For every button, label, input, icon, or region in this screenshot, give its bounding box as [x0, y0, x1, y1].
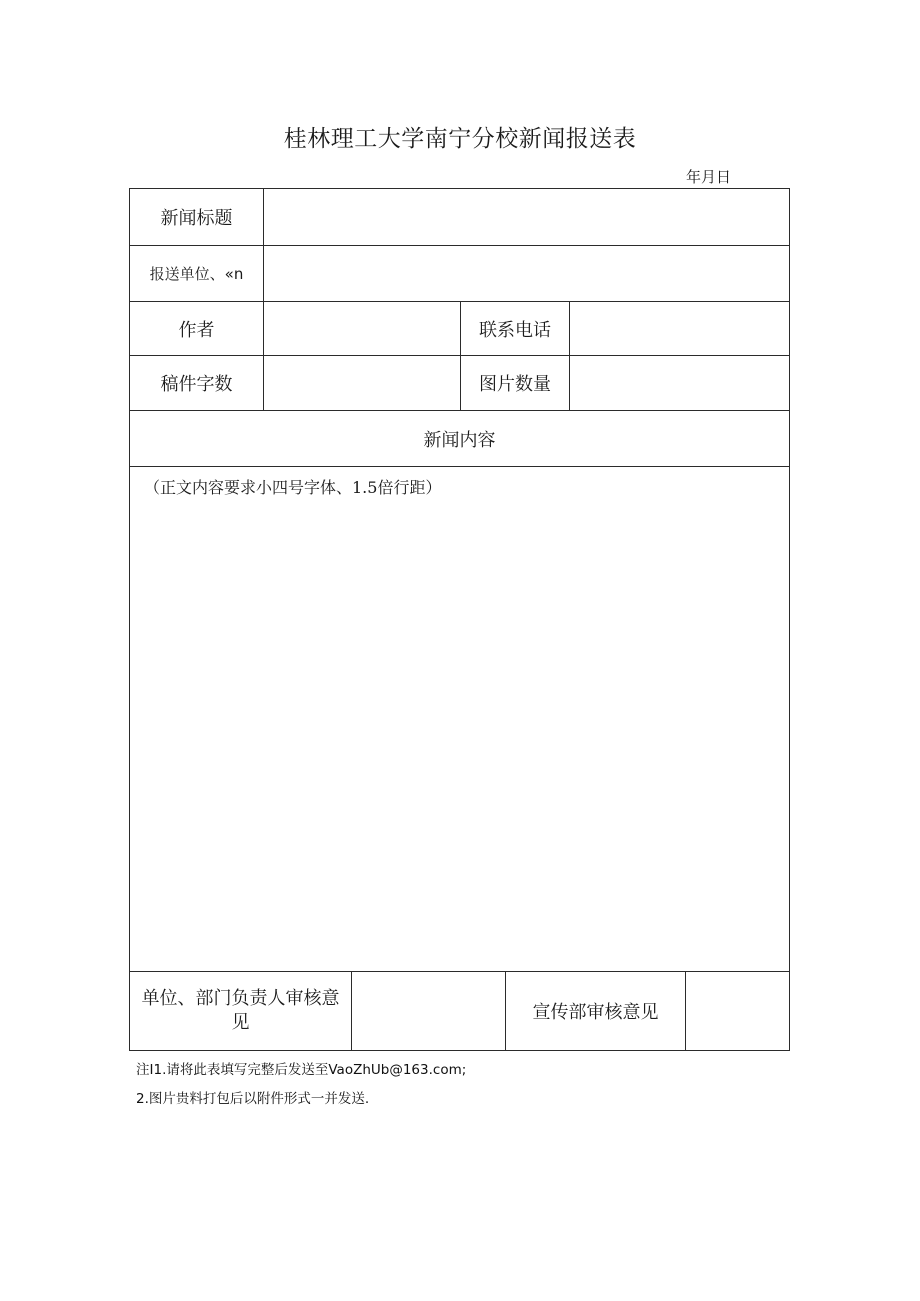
content-body-field[interactable]	[129, 466, 790, 972]
content-hint: （正文内容要求小四号字体、1.5倍行距）	[144, 478, 442, 497]
news-title-field[interactable]	[263, 188, 790, 246]
author-field[interactable]	[263, 301, 461, 356]
author-label: 作者	[129, 301, 264, 356]
dept-review-field[interactable]	[351, 971, 506, 1051]
unit-field[interactable]	[263, 245, 790, 302]
unit-label: 报送单位、«n	[129, 245, 264, 302]
word-count-label: 稿件字数	[129, 355, 264, 411]
form-title: 桂林理工大学南宁分校新闻报送表	[283, 126, 637, 152]
note-line-1: 注I1.请将此表填写完整后发送至VaoZhUb@163.com;	[136, 1062, 467, 1078]
word-count-field[interactable]	[263, 355, 461, 411]
phone-label: 联系电话	[460, 301, 570, 356]
image-count-field[interactable]	[569, 355, 790, 411]
content-header: 新闻内容	[129, 410, 790, 467]
dept-review-label: 单位、部门负责人审核意见	[129, 971, 352, 1051]
date-label: 年月日	[686, 168, 732, 186]
image-count-label: 图片数量	[460, 355, 570, 411]
phone-field[interactable]	[569, 301, 790, 356]
publicity-review-field[interactable]	[685, 971, 790, 1051]
news-title-label: 新闻标题	[129, 188, 264, 246]
publicity-review-label: 宣传部审核意见	[505, 971, 686, 1051]
note-line-2: 2.图片贵料打包后以附件形式一并发送.	[136, 1091, 370, 1107]
